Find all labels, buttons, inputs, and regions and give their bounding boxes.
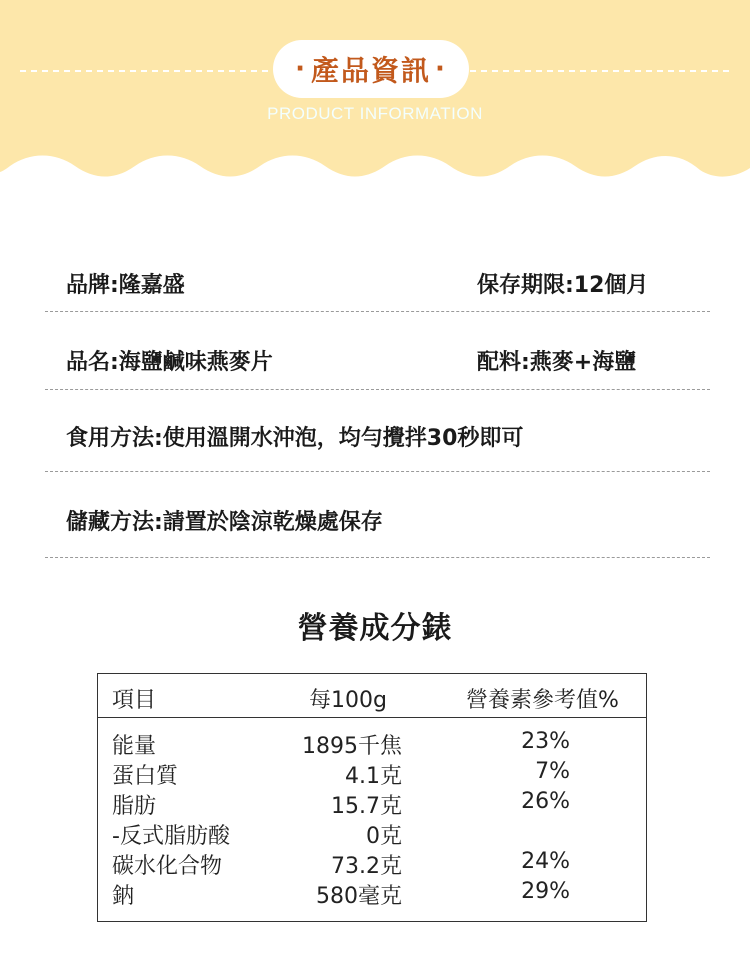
row-label: 鈉	[112, 884, 135, 909]
row-amount: 73.2克	[331, 854, 402, 879]
row-label: 能量	[112, 734, 157, 759]
row-nrv: 24%	[521, 849, 570, 874]
row-nrv: 7%	[535, 759, 570, 784]
page-title: 產品資訊	[310, 54, 431, 87]
header-nrv: 營養素參考值%	[466, 688, 619, 713]
storage-text: 儲藏方法:請置於陰涼乾燥處保存	[66, 510, 383, 535]
header-banner	[0, 0, 750, 200]
row-amount: 1895千焦	[302, 734, 402, 759]
wavy-banner-background	[0, 0, 750, 200]
divider	[45, 389, 710, 390]
row-label: 蛋白質	[112, 764, 179, 789]
nutrition-table	[97, 673, 647, 922]
header-per-100g: 每100g	[309, 688, 387, 713]
row-label: 碳水化合物	[112, 854, 223, 879]
divider	[45, 471, 710, 472]
divider	[45, 557, 710, 558]
table-header	[98, 674, 646, 718]
row-label: 脂肪	[112, 794, 157, 819]
section-title-pill	[273, 40, 469, 98]
page-subtitle: PRODUCT INFORMATION	[267, 104, 483, 123]
title-dot-left: ·	[295, 54, 307, 84]
row-amount: 0克	[366, 824, 402, 849]
divider	[45, 311, 710, 312]
brand-text: 品牌:隆嘉盛	[66, 273, 185, 298]
row-amount: 580毫克	[316, 884, 402, 909]
row-nrv: 29%	[521, 879, 570, 904]
usage-text: 食用方法:使用溫開水沖泡，均勻攪拌30秒即可	[66, 426, 524, 451]
row-amount: 4.1克	[345, 764, 402, 789]
row-nrv: 23%	[521, 729, 570, 754]
row-label: -反式脂肪酸	[112, 824, 230, 849]
row-nrv: 26%	[521, 789, 570, 814]
ingredients-text: 配料:燕麥+海鹽	[477, 350, 637, 375]
title-dot-right: ·	[435, 54, 447, 84]
row-amount: 15.7克	[331, 794, 402, 819]
product-name-text: 品名:海鹽鹹味燕麥片	[66, 350, 273, 375]
shelf-life-text: 保存期限:12個月	[477, 273, 649, 298]
nutrition-title: 營養成分錶	[297, 611, 453, 646]
header-item: 項目	[112, 688, 157, 713]
